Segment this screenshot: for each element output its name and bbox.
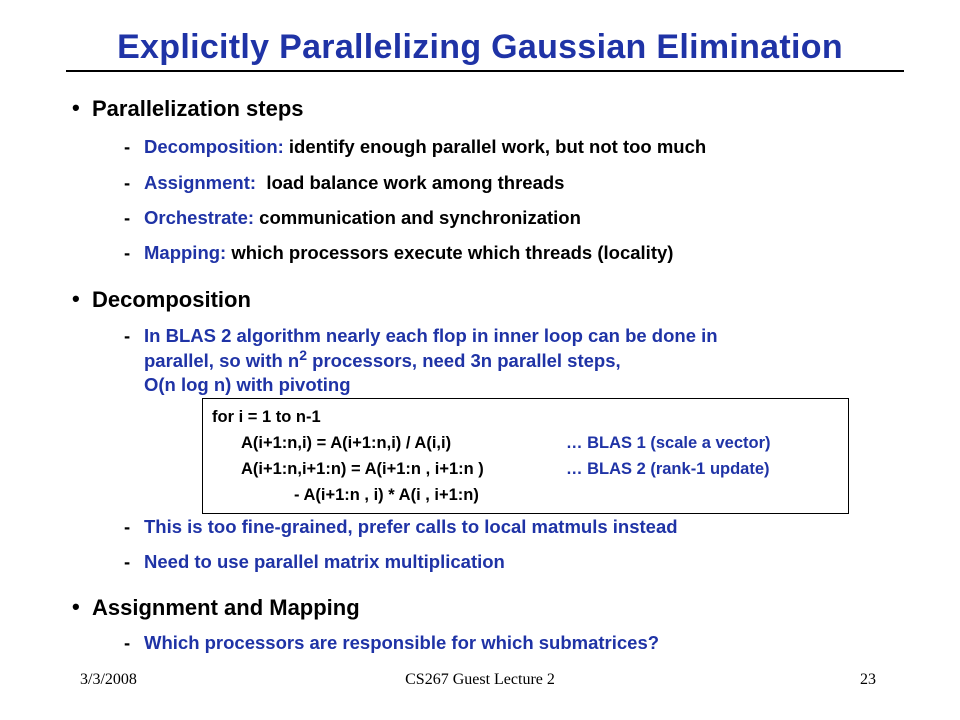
bullet-dot: • xyxy=(72,286,80,311)
code-line-scale: A(i+1:n,i) = A(i+1:n,i) / A(i,i) xyxy=(241,434,452,452)
code-line-product: - A(i+1:n , i) * A(i , i+1:n) xyxy=(294,486,479,504)
decomposition-paragraph-line2 xyxy=(144,347,621,372)
note-text: This is too fine-grained, prefer calls to local matmuls instead xyxy=(144,516,678,537)
footer-course: CS267 Guest Lecture 2 xyxy=(405,671,555,688)
step-assignment xyxy=(124,172,565,194)
step-desc: which processors execute which threads (locality) xyxy=(226,242,674,263)
step-orchestrate xyxy=(124,207,581,229)
dash-marker: - xyxy=(124,242,131,263)
note-text: Need to use parallel matrix multiplication xyxy=(144,551,505,572)
dash-marker: - xyxy=(124,207,131,228)
bullet-decomposition xyxy=(72,286,251,313)
note-fine-grained xyxy=(124,516,678,538)
note-parallel-matmul xyxy=(124,551,505,573)
paragraph-text: In BLAS 2 algorithm nearly each flop in inner loop can be done in xyxy=(144,325,718,346)
superscript: 2 xyxy=(299,347,308,363)
code-comment-blas1: … BLAS 1 (scale a vector) xyxy=(566,434,771,452)
code-comment-blas2: … BLAS 2 (rank-1 update) xyxy=(566,460,770,478)
step-term: Assignment: xyxy=(144,172,257,193)
assignment-question xyxy=(124,632,660,654)
step-term: Mapping: xyxy=(144,242,227,263)
paragraph-text: processors, need 3n parallel steps, xyxy=(307,350,621,371)
dash-marker: - xyxy=(124,172,131,193)
dash-marker: - xyxy=(124,136,131,157)
bullet-dot: • xyxy=(72,95,80,120)
dash-marker: - xyxy=(124,632,131,653)
slide-title: Explicitly Parallelizing Gaussian Elimination xyxy=(117,28,843,66)
paragraph-text: parallel, so with n xyxy=(144,350,300,371)
section3-heading: Assignment and Mapping xyxy=(92,595,360,620)
dash-marker: - xyxy=(124,551,131,572)
step-desc: identify enough parallel work, but not too much xyxy=(283,136,707,157)
question-text: Which processors are responsible for which submatrices? xyxy=(144,632,660,653)
step-term: Orchestrate: xyxy=(144,207,255,228)
bullet-assignment-mapping xyxy=(72,594,360,621)
step-decomposition xyxy=(124,136,707,158)
step-desc: communication and synchronization xyxy=(254,207,581,228)
step-term: Decomposition: xyxy=(144,136,284,157)
section2-heading: Decomposition xyxy=(92,287,251,312)
footer-page-number: 23 xyxy=(860,671,876,688)
footer-date: 3/3/2008 xyxy=(80,671,137,688)
paragraph-text: O(n log n) with pivoting xyxy=(144,374,351,395)
step-mapping xyxy=(124,242,674,264)
bullet-dot: • xyxy=(72,594,80,619)
code-line-update: A(i+1:n,i+1:n) = A(i+1:n , i+1:n ) xyxy=(241,460,484,478)
title-underline xyxy=(66,70,904,72)
section1-heading: Parallelization steps xyxy=(92,96,304,121)
bullet-parallelization-steps xyxy=(72,95,304,122)
decomposition-paragraph-line1 xyxy=(124,325,718,347)
step-desc: load balance work among threads xyxy=(256,172,565,193)
dash-marker: - xyxy=(124,325,131,346)
code-line-for: for i = 1 to n-1 xyxy=(212,408,321,426)
decomposition-paragraph-line3 xyxy=(144,374,351,396)
dash-marker: - xyxy=(124,516,131,537)
